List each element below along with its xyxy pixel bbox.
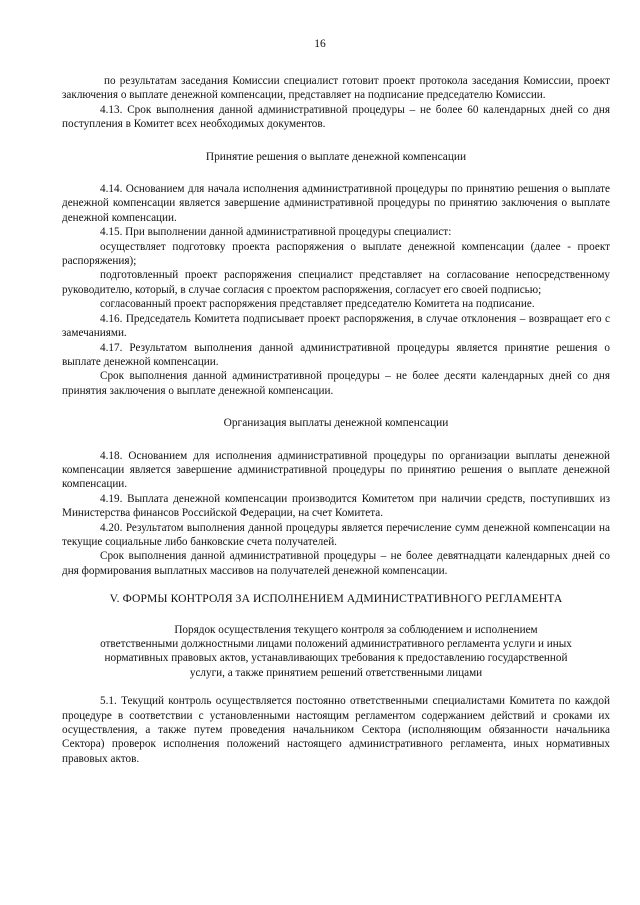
paragraph: 4.17. Результатом выполнения данной административной процедуры является принятие решения о выплате денежной компенсации. [62,341,610,368]
subheading-line: Порядок осуществления текущего контроля за соблюдением и исполнением [174,623,538,636]
page-number: 16 [314,38,326,50]
subheading-line: ответственными должностными лицами положений административного регламента услуги и иных [100,638,572,650]
subheading-line: услуги, а также принятием решений ответственными лицами [189,666,483,679]
paragraph: 4.13. Срок выполнения данной административной процедуры – не более 60 календарных дней со дня поступления в Комитет всех необходимых документов. [62,103,610,131]
paragraph: согласованный проект распоряжения представляет председателю Комитета на подписание. [100,298,535,311]
document-body [62,74,610,766]
paragraph: Срок выполнения данной административной процедуры – не более девятнадцати календарных дней со дня формирования выплатных массивов на получателей денежной компенсации. [62,550,610,577]
subheading-line: нормативных правовых актов, устанавливающих требования к предоставлению государственной [104,652,568,665]
paragraph: осуществляет подготовку проекта распоряжения о выплате денежной компенсации (далее - проект распоряжения); [62,240,610,268]
paragraph: по результатам заседания Комиссии специалист готовит проект протокола заседания Комиссии, проект заключения о выплате денежной компенсации, представляет на подписание председателю Комиссии. [62,75,610,102]
paragraph: 4.18. Основанием для исполнения административной процедуры по организации выплаты денежной компенсации является завершение административной процедуры по принятию решения о выплате денежной компенсации. [62,449,610,491]
section-title: V. ФОРМЫ КОНТРОЛЯ ЗА ИСПОЛНЕНИЕМ АДМИНИСТРАТИВНОГО РЕГЛАМЕНТА [109,592,563,606]
paragraph: подготовленный проект распоряжения специалист представляет на согласование непосредственному руководителю, который, в случае согласия с проектом распоряжения, согласует его своей подписью; [62,269,610,296]
subsection-heading: Организация выплаты денежной компенсации [223,417,449,430]
subsection-heading: Принятие решения о выплате денежной компенсации [205,150,467,163]
paragraph: Срок выполнения данной административной процедуры – не более десяти календарных дней со дня принятия заключения о выплате денежной компенсации. [62,370,610,397]
paragraph: 5.1. Текущий контроль осуществляется постоянно ответственными специалистами Комитета по каждой процедуре в соответствии с установленными настоящим регламентом содержанием действий и сроками их осуществления, а также путем проведения начальником Сектора (исполняющим обязанности начальника Сектора) проверок исполнения положений настоящего административного регламента, иных нормативных правовых актов. [62,695,610,765]
subheading-block [62,623,610,681]
paragraph: 4.16. Председатель Комитета подписывает проект распоряжения, в случае отклонения – возвращает его с замечаниями. [62,312,610,340]
paragraph: 4.19. Выплата денежной компенсации производится Комитетом при наличии средств, поступивших из Министерства финансов Российской Федерации, на счет Комитета. [62,492,610,520]
paragraph: 4.20. Результатом выполнения данной процедуры является перечисление сумм денежной компенсации на текущие социальные либо банковские счета получателей. [62,521,610,548]
paragraph: 4.14. Основанием для начала исполнения административной процедуры по принятию решения о выплате денежной компенсации является завершение административной процедуры по принятию заключения о выплате денежной компенсации. [62,183,610,224]
paragraph: 4.15. При выполнении данной административной процедуры специалист: [100,226,452,239]
